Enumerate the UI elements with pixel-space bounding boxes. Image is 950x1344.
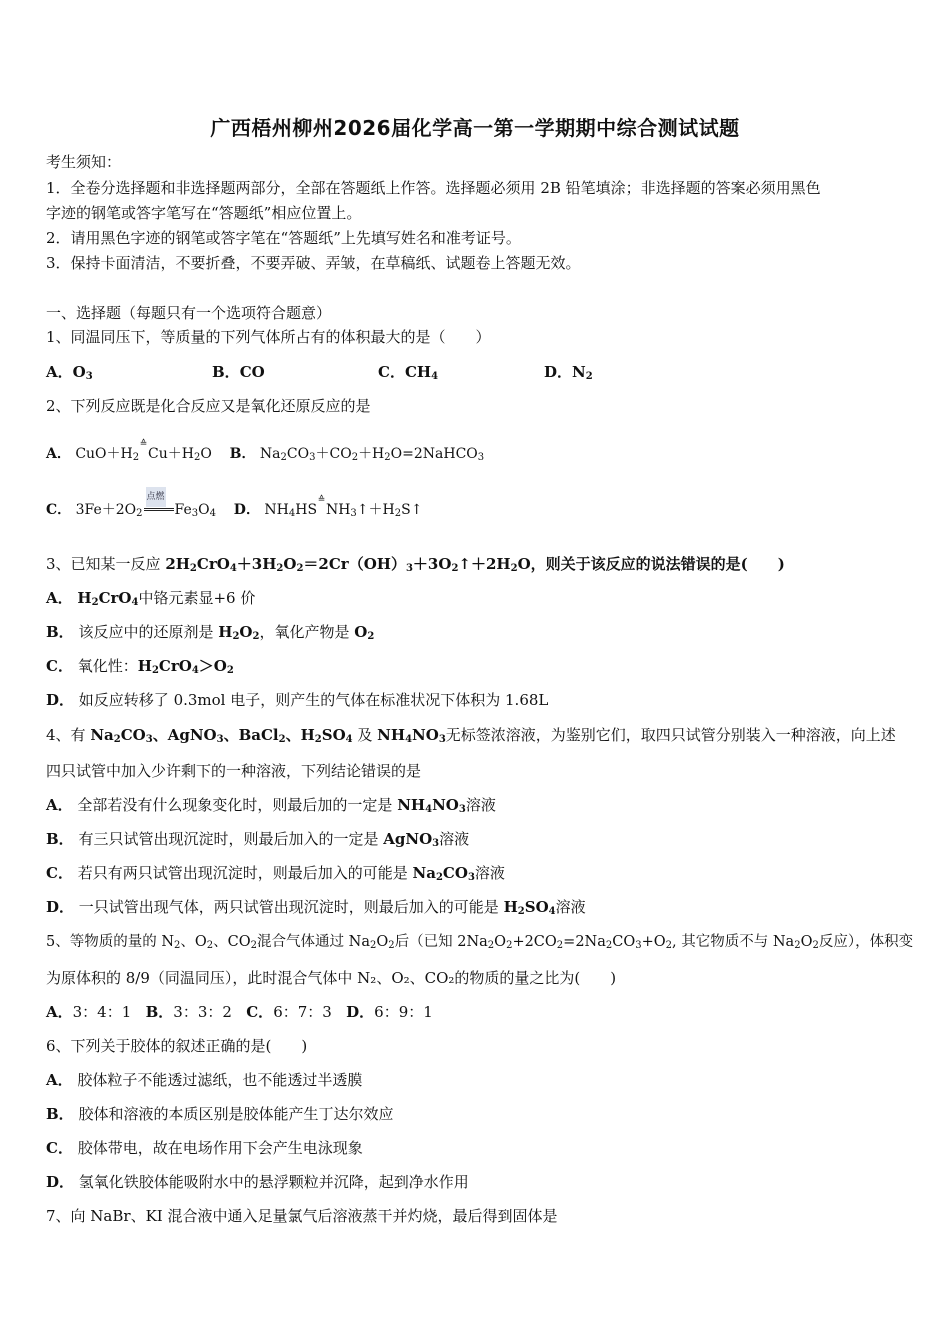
option-b[interactable]: B．3：3：2	[145, 1003, 232, 1021]
question-4-stem-a: 4、有 $Na_2CO_3$、AgNO$_3$、BaCl$_2$、$H_2SO_4$ 及 $NH_4NO_3$无标签浓溶液，为鉴别它们，取四只试管分别装入一种溶液，向上述	[46, 726, 896, 745]
section-heading: 一、选择题（每题只有一个选项符合题意）	[46, 304, 332, 322]
question-3-stem: 3、已知某一反应 $2H_2CrO_4+3H_2O_2=2Cr(OH)_3+3O_2↑+2H_2O$，则关于该反应的说法错误的是( )	[46, 555, 785, 574]
question-4-option-d[interactable]: D． 一只试管出现气体，两只试管出现沉淀时，则最后加入的可能是 $H_2SO_4$溶液	[46, 898, 586, 917]
option-a[interactable]: A．$O_3$	[46, 363, 93, 382]
option-d[interactable]: D．6：9：1	[346, 1003, 433, 1021]
option-b[interactable]: B． $Na_2CO_3+CO_2+H_2O=2NaHCO_3$	[229, 446, 485, 463]
question-4-option-c[interactable]: C． 若只有两只试管出现沉淀时，则最后加入的可能是 $Na_2CO_3$溶液	[46, 864, 505, 883]
question-2-options-cd	[46, 492, 423, 520]
question-3-option-b[interactable]: B． 该反应中的还原剂是 $H_2O_2$，氧化产物是 $O_2$	[46, 623, 375, 642]
question-6-stem: 6、下列关于胶体的叙述正确的是( )	[46, 1037, 308, 1055]
question-4-option-b[interactable]: B． 有三只试管出现沉淀时，则最后加入的一定是 AgNO$_3$溶液	[46, 830, 470, 849]
question-6-option-b[interactable]: B． 胶体和溶液的本质区别是胶体能产生丁达尔效应	[46, 1105, 394, 1123]
notice-line-3: 3．保持卡面清洁，不要折叠，不要弄破、弄皱，在草稿纸、试题卷上答题无效。	[46, 254, 581, 272]
question-2-stem: 2、下列反应既是化合反应又是氧化还原反应的是	[46, 397, 371, 415]
question-1-options	[46, 362, 593, 382]
question-6-option-c[interactable]: C． 胶体带电，故在电场作用下会产生电泳现象	[46, 1139, 363, 1157]
question-6-option-a[interactable]: A． 胶体粒子不能透过滤纸，也不能透过半透膜	[46, 1071, 363, 1089]
option-b[interactable]: B．CO	[212, 363, 265, 381]
question-1-stem: 1、同温同压下，等质量的下列气体所占有的体积最大的是（ ）	[46, 328, 491, 346]
notice-heading: 考生须知：	[46, 153, 122, 171]
notice-line-1b: 字迹的钢笔或答字笔写在“答题纸”相应位置上。	[46, 204, 362, 222]
question-3-option-a[interactable]: A． $H_2CrO_4$中铬元素显+6 价	[46, 589, 256, 608]
notice-line-2: 2．请用黑色字迹的钢笔或答字笔在“答题纸”上先填写姓名和准考证号。	[46, 229, 521, 247]
heat-condition-icon: ≙	[317, 495, 326, 505]
question-4-stem-b: 四只试管中加入少许剩下的一种溶液，下列结论错误的是	[46, 762, 422, 780]
question-5-options	[46, 1002, 433, 1022]
question-5-stem-b: 为原体积的 8/9（同温同压），此时混合气体中 N₂、O₂、CO₂的物质的量之比为( )	[46, 969, 617, 987]
option-d[interactable]: D．$N_2$	[544, 363, 593, 382]
option-c[interactable]: C．6：7：3	[246, 1003, 332, 1021]
option-c[interactable]: C． $3Fe+2O_2$ 点燃 $Fe_3O_4$	[46, 500, 216, 520]
question-7-stem: 7、向 NaBr、KI 混合液中通入足量氯气后溶液蒸干并灼烧，最后得到固体是	[46, 1207, 558, 1225]
question-5-stem-a: 5、等物质的量的 $N_2$、$O_2$、$CO_2$混合气体通过 $Na_2O_2$后（已知 $2Na_2O_2+2CO_2=2Na_2CO_3+O_2$, 其它物质不与 $Na_2O_2$反应），体积变	[46, 934, 914, 951]
option-a[interactable]: A． $CuO+H_2$ ≙ $Cu+H_2O$	[46, 444, 212, 464]
question-6-option-d[interactable]: D． 氢氧化铁胶体能吸附水中的悬浮颗粒并沉降，起到净水作用	[46, 1173, 469, 1191]
option-c[interactable]: C．$CH_4$	[378, 363, 439, 382]
question-3-option-d[interactable]: D． 如反应转移了 0.3mol 电子，则产生的气体在标准状况下体积为 1.68L	[46, 691, 549, 709]
notice-line-1a: 1．全卷分选择题和非选择题两部分，全部在答题纸上作答。选择题必须用 2B 铅笔填涂；非选择题的答案必须用黑色	[46, 179, 821, 197]
option-d[interactable]: D． $NH_4HS$ ≙ $NH_3↑+H_2S↑$	[234, 500, 423, 520]
question-4-option-a[interactable]: A． 全部若没有什么现象变化时，则最后加的一定是 $NH_4NO_3$溶液	[46, 796, 496, 815]
heat-condition-icon: ≙	[139, 439, 148, 449]
ignite-condition-icon: 点燃	[144, 500, 174, 511]
page-title: 广西梧州柳州2026届化学高一第一学期期中综合测试试题	[210, 116, 740, 140]
question-3-option-c[interactable]: C． 氧化性：$H_2CrO_4>O_2$	[46, 657, 234, 676]
option-a[interactable]: A．3：4：1	[46, 1003, 132, 1021]
question-2-options-ab	[46, 439, 485, 464]
